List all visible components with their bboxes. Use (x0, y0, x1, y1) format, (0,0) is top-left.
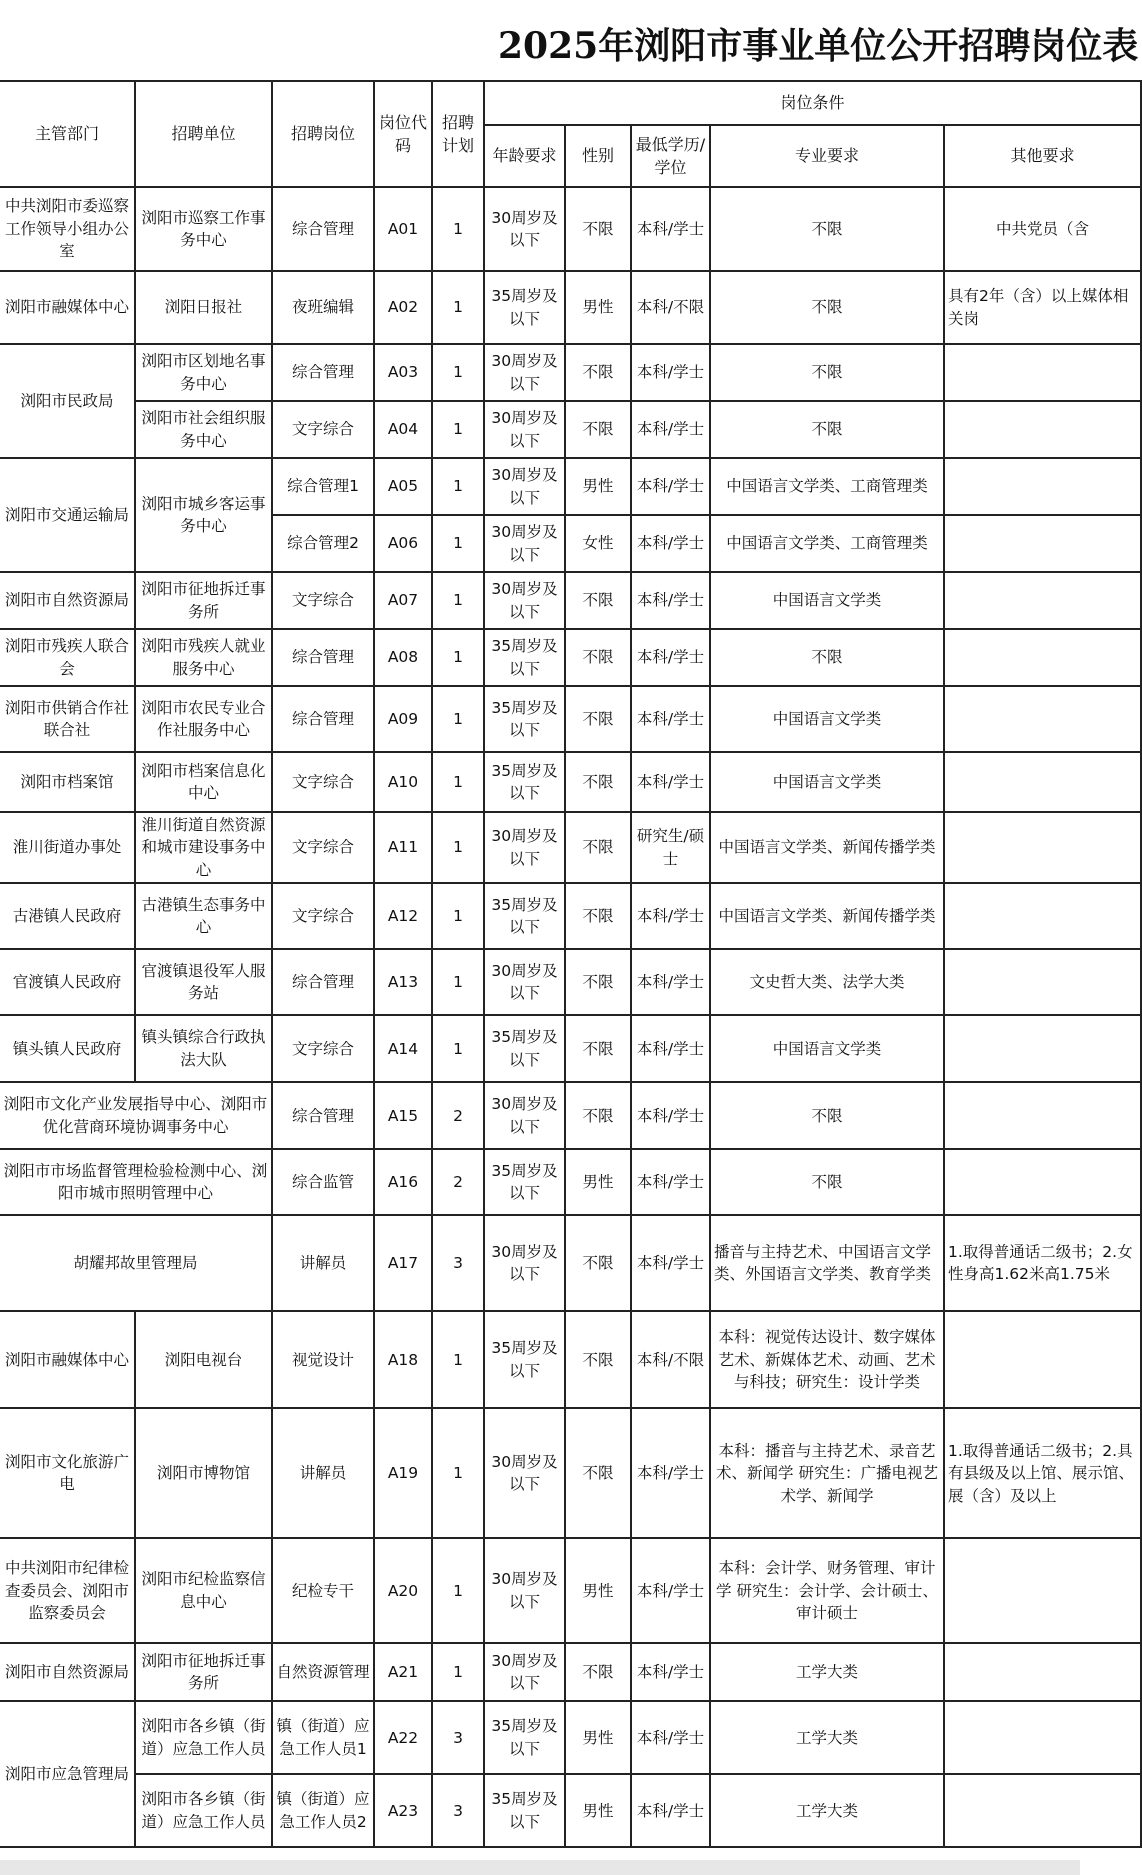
cell-other (944, 1082, 1141, 1149)
cell-gender: 不限 (565, 752, 631, 812)
cell-major: 不限 (710, 1149, 944, 1215)
cell-plan: 1 (432, 812, 484, 883)
cell-unit: 浏阳市城乡客运事务中心 (135, 458, 272, 572)
cell-other (944, 1701, 1141, 1774)
cell-post: 文字综合 (272, 401, 374, 458)
cell-plan: 1 (432, 629, 484, 686)
cell-gender: 不限 (565, 1015, 631, 1082)
cell-code: A21 (374, 1643, 432, 1701)
cell-edu: 本科/学士 (631, 1643, 710, 1701)
cell-code: A14 (374, 1015, 432, 1082)
cell-other (944, 686, 1141, 752)
cell-post: 纪检专干 (272, 1538, 374, 1643)
cell-plan: 1 (432, 949, 484, 1015)
cell-unit: 浏阳市区划地名事务中心 (135, 344, 272, 401)
table-row (0, 344, 1141, 401)
table-row (0, 458, 1141, 515)
cell-edu: 研究生/硕士 (631, 812, 710, 883)
cell-dept: 浏阳市供销合作社联合社 (0, 686, 135, 752)
cell-age: 30周岁及以下 (484, 949, 565, 1015)
table-row (0, 1538, 1141, 1643)
cell-edu: 本科/不限 (631, 1311, 710, 1408)
cell-code: A01 (374, 187, 432, 271)
cell-other (944, 1149, 1141, 1215)
cell-unit: 浏阳市各乡镇（街道）应急工作人员 (135, 1774, 272, 1847)
cell-plan: 1 (432, 271, 484, 344)
cell-gender: 女性 (565, 515, 631, 572)
cell-post: 综合管理 (272, 629, 374, 686)
cell-code: A07 (374, 572, 432, 629)
cell-gender: 不限 (565, 1311, 631, 1408)
cell-other (944, 344, 1141, 401)
cell-gender: 男性 (565, 1538, 631, 1643)
cell-post: 镇（街道）应急工作人员2 (272, 1774, 374, 1847)
cell-plan: 3 (432, 1774, 484, 1847)
cell-edu: 本科/学士 (631, 752, 710, 812)
recruitment-table (0, 80, 1142, 1848)
cell-post: 综合管理2 (272, 515, 374, 572)
table-row (0, 1643, 1141, 1701)
cell-age: 30周岁及以下 (484, 458, 565, 515)
cell-post: 综合管理 (272, 1082, 374, 1149)
cell-major: 不限 (710, 271, 944, 344)
cell-edu: 本科/不限 (631, 271, 710, 344)
table-row (0, 752, 1141, 812)
cell-plan: 1 (432, 1538, 484, 1643)
cell-major: 中国语言文学类、新闻传播学类 (710, 812, 944, 883)
cell-post: 文字综合 (272, 752, 374, 812)
cell-dept: 浏阳市应急管理局 (0, 1701, 135, 1847)
cell-post: 综合管理1 (272, 458, 374, 515)
cell-age: 30周岁及以下 (484, 187, 565, 271)
table-row (0, 187, 1141, 271)
cell-other (944, 1311, 1141, 1408)
cell-unit: 浏阳市征地拆迁事务所 (135, 1643, 272, 1701)
cell-plan: 2 (432, 1149, 484, 1215)
cell-other (944, 1015, 1141, 1082)
cell-code: A05 (374, 458, 432, 515)
table-row (0, 271, 1141, 344)
cell-dept: 官渡镇人民政府 (0, 949, 135, 1015)
cell-plan: 3 (432, 1215, 484, 1311)
cell-post: 综合管理 (272, 187, 374, 271)
cell-major: 播音与主持艺术、中国语言文学类、外国语言文学类、教育学类 (710, 1215, 944, 1311)
cell-edu: 本科/学士 (631, 949, 710, 1015)
header-code: 岗位代码 (374, 81, 432, 187)
table-row (0, 1015, 1141, 1082)
cell-other (944, 752, 1141, 812)
cell-gender: 不限 (565, 401, 631, 458)
cell-dept: 中共浏阳市纪律检查委员会、浏阳市监察委员会 (0, 1538, 135, 1643)
cell-gender: 不限 (565, 187, 631, 271)
cell-plan: 1 (432, 1643, 484, 1701)
header-unit: 招聘单位 (135, 81, 272, 187)
header-edu: 最低学历/学位 (631, 125, 710, 187)
cell-gender: 男性 (565, 1701, 631, 1774)
cell-other (944, 401, 1141, 458)
cell-unit: 浏阳市巡察工作事务中心 (135, 187, 272, 271)
cell-edu: 本科/学士 (631, 515, 710, 572)
cell-edu: 本科/学士 (631, 572, 710, 629)
header-conditions: 岗位条件 (484, 81, 1141, 125)
cell-major: 不限 (710, 187, 944, 271)
cell-gender: 不限 (565, 812, 631, 883)
cell-unit: 浏阳市农民专业合作社服务中心 (135, 686, 272, 752)
cell-plan: 1 (432, 572, 484, 629)
cell-edu: 本科/学士 (631, 1538, 710, 1643)
cell-edu: 本科/学士 (631, 1015, 710, 1082)
cell-major: 本科：会计学、财务管理、审计学 研究生：会计学、会计硕士、审计硕士 (710, 1538, 944, 1643)
cell-major: 工学大类 (710, 1774, 944, 1847)
cell-gender: 不限 (565, 883, 631, 949)
cell-code: A17 (374, 1215, 432, 1311)
cell-post: 文字综合 (272, 883, 374, 949)
cell-code: A06 (374, 515, 432, 572)
cell-gender: 不限 (565, 1408, 631, 1538)
cell-dept: 古港镇人民政府 (0, 883, 135, 949)
header-plan: 招聘计划 (432, 81, 484, 187)
cell-edu: 本科/学士 (631, 401, 710, 458)
table-row (0, 1311, 1141, 1408)
cell-code: A15 (374, 1082, 432, 1149)
table-row (0, 629, 1141, 686)
cell-other (944, 812, 1141, 883)
table-row (0, 949, 1141, 1015)
cell-post: 文字综合 (272, 1015, 374, 1082)
cell-gender: 不限 (565, 344, 631, 401)
cell-age: 30周岁及以下 (484, 1082, 565, 1149)
cell-unit: 淮川街道自然资源和城市建设事务中心 (135, 812, 272, 883)
cell-major: 中国语言文学类、工商管理类 (710, 458, 944, 515)
cell-gender: 不限 (565, 1643, 631, 1701)
cell-gender: 不限 (565, 949, 631, 1015)
cell-edu: 本科/学士 (631, 1215, 710, 1311)
cell-unit: 古港镇生态事务中心 (135, 883, 272, 949)
document-title: 2025年浏阳市事业单位公开招聘岗位表 (498, 25, 1139, 67)
table-row (0, 1215, 1141, 1311)
cell-gender: 不限 (565, 572, 631, 629)
cell-code: A11 (374, 812, 432, 883)
cell-major: 不限 (710, 1082, 944, 1149)
cell-age: 30周岁及以下 (484, 1538, 565, 1643)
cell-dept: 浏阳市交通运输局 (0, 458, 135, 572)
table-row (0, 1408, 1141, 1538)
cell-post: 镇（街道）应急工作人员1 (272, 1701, 374, 1774)
cell-code: A20 (374, 1538, 432, 1643)
cell-other (944, 1774, 1141, 1847)
cell-age: 30周岁及以下 (484, 1408, 565, 1538)
cell-other: 1.取得普通话二级书；2.具有县级及以上馆、展示馆、展（含）及以上 (944, 1408, 1141, 1538)
cell-major: 中国语言文学类 (710, 572, 944, 629)
cell-unit: 浏阳市征地拆迁事务所 (135, 572, 272, 629)
cell-plan: 1 (432, 752, 484, 812)
cell-unit: 浏阳市档案信息化中心 (135, 752, 272, 812)
cell-major: 不限 (710, 401, 944, 458)
cell-post: 综合管理 (272, 686, 374, 752)
cell-major: 本科：视觉传达设计、数字媒体艺术、新媒体艺术、动画、艺术与科技；研究生：设计学类 (710, 1311, 944, 1408)
cell-plan: 2 (432, 1082, 484, 1149)
cell-plan: 1 (432, 883, 484, 949)
cell-post: 视觉设计 (272, 1311, 374, 1408)
cell-plan: 1 (432, 401, 484, 458)
cell-age: 30周岁及以下 (484, 1215, 565, 1311)
cell-edu: 本科/学士 (631, 458, 710, 515)
cell-major: 中国语言文学类 (710, 752, 944, 812)
cell-code: A12 (374, 883, 432, 949)
table-row (0, 1149, 1141, 1215)
cell-plan: 1 (432, 1311, 484, 1408)
cell-dept: 浏阳市融媒体中心 (0, 1311, 135, 1408)
table-row (0, 1774, 1141, 1847)
table-row (0, 686, 1141, 752)
cell-age: 35周岁及以下 (484, 1774, 565, 1847)
cell-edu: 本科/学士 (631, 1774, 710, 1847)
cell-age: 35周岁及以下 (484, 686, 565, 752)
cell-unit: 浏阳市各乡镇（街道）应急工作人员 (135, 1701, 272, 1774)
cell-code: A19 (374, 1408, 432, 1538)
table-row (0, 883, 1141, 949)
table-row (0, 1701, 1141, 1774)
cell-unit: 浏阳日报社 (135, 271, 272, 344)
cell-other (944, 949, 1141, 1015)
cell-plan: 1 (432, 187, 484, 271)
cell-unit: 官渡镇退役军人服务站 (135, 949, 272, 1015)
cell-age: 35周岁及以下 (484, 1015, 565, 1082)
cell-gender: 不限 (565, 686, 631, 752)
cell-major: 不限 (710, 344, 944, 401)
cell-code: A16 (374, 1149, 432, 1215)
cell-plan: 3 (432, 1701, 484, 1774)
cell-dept: 浏阳市自然资源局 (0, 1643, 135, 1701)
cell-other: 具有2年（含）以上媒体相关岗 (944, 271, 1141, 344)
cell-unit: 浏阳市社会组织服务中心 (135, 401, 272, 458)
cell-major: 中国语言文学类、新闻传播学类 (710, 883, 944, 949)
header-age: 年龄要求 (484, 125, 565, 187)
cell-age: 30周岁及以下 (484, 572, 565, 629)
cell-major: 中国语言文学类 (710, 1015, 944, 1082)
cell-gender: 男性 (565, 271, 631, 344)
cell-major: 工学大类 (710, 1701, 944, 1774)
cell-age: 35周岁及以下 (484, 271, 565, 344)
cell-plan: 1 (432, 1015, 484, 1082)
cell-major: 文史哲大类、法学大类 (710, 949, 944, 1015)
cell-code: A22 (374, 1701, 432, 1774)
cell-edu: 本科/学士 (631, 1701, 710, 1774)
cell-post: 综合管理 (272, 344, 374, 401)
cell-dept: 淮川街道办事处 (0, 812, 135, 883)
cell-gender: 男性 (565, 458, 631, 515)
cell-other (944, 1643, 1141, 1701)
cell-other (944, 629, 1141, 686)
cell-post: 综合管理 (272, 949, 374, 1015)
cell-age: 30周岁及以下 (484, 344, 565, 401)
header-other: 其他要求 (944, 125, 1141, 187)
cell-other: 1.取得普通话二级书；2.女性身高1.62米高1.75米 (944, 1215, 1141, 1311)
cell-age: 30周岁及以下 (484, 1643, 565, 1701)
cell-post: 综合监管 (272, 1149, 374, 1215)
header-post: 招聘岗位 (272, 81, 374, 187)
cell-major: 工学大类 (710, 1643, 944, 1701)
cell-age: 35周岁及以下 (484, 883, 565, 949)
cell-major: 中国语言文学类、工商管理类 (710, 515, 944, 572)
cell-age: 35周岁及以下 (484, 752, 565, 812)
cell-dept: 浏阳市档案馆 (0, 752, 135, 812)
cell-major: 本科：播音与主持艺术、录音艺术、新闻学 研究生：广播电视艺术学、新闻学 (710, 1408, 944, 1538)
table-row (0, 401, 1141, 458)
cell-code: A13 (374, 949, 432, 1015)
cell-unit: 镇头镇综合行政执法大队 (135, 1015, 272, 1082)
cell-post: 文字综合 (272, 812, 374, 883)
cell-code: A09 (374, 686, 432, 752)
cell-unit: 浏阳市纪检监察信息中心 (135, 1538, 272, 1643)
cell-edu: 本科/学士 (631, 187, 710, 271)
cell-other (944, 458, 1141, 515)
cell-plan: 1 (432, 458, 484, 515)
header-major: 专业要求 (710, 125, 944, 187)
cell-age: 30周岁及以下 (484, 812, 565, 883)
table-viewport[interactable] (0, 80, 1135, 1860)
cell-dept: 浏阳市市场监督管理检验检测中心、浏阳市城市照明管理中心 (0, 1149, 272, 1215)
cell-other (944, 515, 1141, 572)
cell-dept: 浏阳市融媒体中心 (0, 271, 135, 344)
cell-edu: 本科/学士 (631, 1082, 710, 1149)
cell-code: A10 (374, 752, 432, 812)
cell-edu: 本科/学士 (631, 629, 710, 686)
cell-age: 30周岁及以下 (484, 515, 565, 572)
cell-plan: 1 (432, 515, 484, 572)
cell-dept: 浏阳市自然资源局 (0, 572, 135, 629)
cell-age: 35周岁及以下 (484, 1701, 565, 1774)
cell-dept: 浏阳市文化旅游广电 (0, 1408, 135, 1538)
cell-edu: 本科/学士 (631, 1149, 710, 1215)
cell-code: A18 (374, 1311, 432, 1408)
cell-code: A08 (374, 629, 432, 686)
cell-dept: 胡耀邦故里管理局 (0, 1215, 272, 1311)
cell-dept: 中共浏阳市委巡察工作领导小组办公室 (0, 187, 135, 271)
cell-plan: 1 (432, 344, 484, 401)
table-row (0, 572, 1141, 629)
cell-plan: 1 (432, 686, 484, 752)
cell-unit: 浏阳市残疾人就业服务中心 (135, 629, 272, 686)
cell-post: 文字综合 (272, 572, 374, 629)
cell-age: 35周岁及以下 (484, 1311, 565, 1408)
cell-post: 自然资源管理 (272, 1643, 374, 1701)
cell-code: A03 (374, 344, 432, 401)
header-dept: 主管部门 (0, 81, 135, 187)
cell-age: 35周岁及以下 (484, 629, 565, 686)
cell-other: 中共党员（含 (944, 187, 1141, 271)
cell-major: 中国语言文学类 (710, 686, 944, 752)
cell-gender: 男性 (565, 1149, 631, 1215)
cell-age: 30周岁及以下 (484, 401, 565, 458)
cell-code: A04 (374, 401, 432, 458)
cell-edu: 本科/学士 (631, 686, 710, 752)
table-row (0, 1082, 1141, 1149)
cell-unit: 浏阳电视台 (135, 1311, 272, 1408)
cell-dept: 浏阳市文化产业发展指导中心、浏阳市优化营商环境协调事务中心 (0, 1082, 272, 1149)
cell-code: A23 (374, 1774, 432, 1847)
cell-plan: 1 (432, 1408, 484, 1538)
bottom-edge (0, 1860, 1080, 1875)
header-gender: 性别 (565, 125, 631, 187)
cell-post: 讲解员 (272, 1408, 374, 1538)
cell-major: 不限 (710, 629, 944, 686)
cell-gender: 男性 (565, 1774, 631, 1847)
cell-age: 35周岁及以下 (484, 1149, 565, 1215)
table-row (0, 812, 1141, 883)
cell-other (944, 572, 1141, 629)
cell-dept: 浏阳市残疾人联合会 (0, 629, 135, 686)
cell-dept: 镇头镇人民政府 (0, 1015, 135, 1082)
cell-unit: 浏阳市博物馆 (135, 1408, 272, 1538)
cell-other (944, 1538, 1141, 1643)
cell-post: 讲解员 (272, 1215, 374, 1311)
cell-dept: 浏阳市民政局 (0, 344, 135, 458)
cell-edu: 本科/学士 (631, 883, 710, 949)
cell-code: A02 (374, 271, 432, 344)
cell-edu: 本科/学士 (631, 344, 710, 401)
cell-gender: 不限 (565, 629, 631, 686)
cell-gender: 不限 (565, 1215, 631, 1311)
cell-post: 夜班编辑 (272, 271, 374, 344)
cell-other (944, 883, 1141, 949)
cell-gender: 不限 (565, 1082, 631, 1149)
cell-edu: 本科/学士 (631, 1408, 710, 1538)
